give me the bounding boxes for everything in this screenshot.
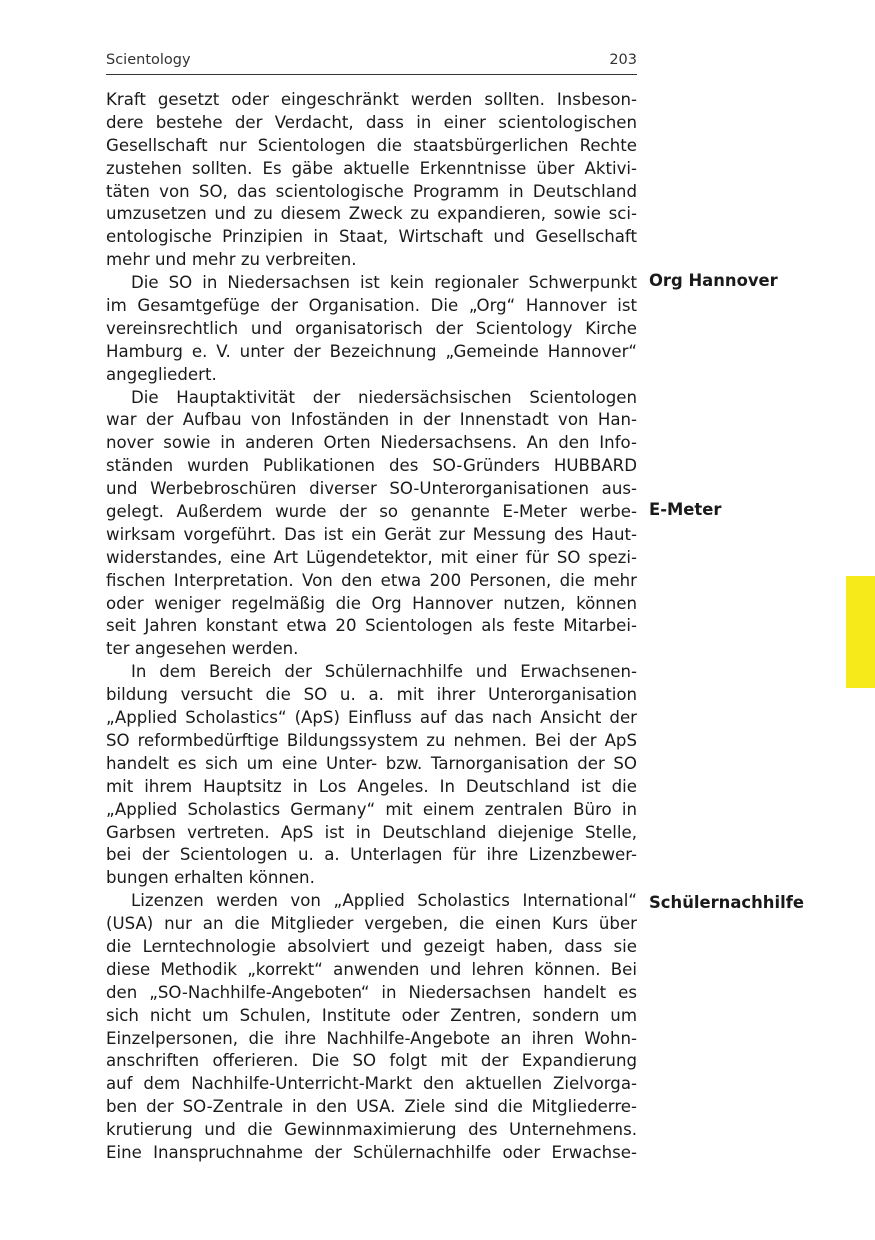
text-line: angegliedert. (106, 364, 217, 384)
text-line: und Werbebroschüren diverser SO-Unterorganisationen aus- (106, 479, 637, 499)
text-line: auf dem Nachhilfe-Unterricht-Markt den aktuellen Zielvorga- (106, 1074, 637, 1094)
text-line: diese Methodik „korrekt“ anwenden und lehren können. Bei (106, 959, 637, 979)
text-line: Garbsen vertreten. ApS ist in Deutschland diejenige Stelle, (106, 822, 637, 842)
text-line: „Applied Scholastics“ (ApS) Einfluss auf das nach Ansicht der (106, 708, 637, 728)
body-text (106, 89, 637, 1165)
margin-note-e-meter: E-Meter (649, 500, 722, 519)
text-line: mehr und mehr zu verbreiten. (106, 250, 357, 270)
text-line: vereinsrechtlich und organisatorisch der Scientology Kirche (106, 318, 637, 338)
margin-note-org-hannover: Org Hannover (649, 271, 778, 290)
text-line: entologische Prinzipien in Staat, Wirtschaft und Gesellschaft (106, 227, 637, 247)
text-line: dere bestehe der Verdacht, dass in einer scientologischen (106, 112, 637, 132)
text-line: zustehen sollten. Es gäbe aktuelle Erkenntnisse über Aktivi- (106, 158, 637, 178)
text-line: Die SO in Niedersachsen ist kein regionaler Schwerpunkt (131, 273, 637, 293)
text-line: wirksam vorgeführt. Das ist ein Gerät zur Messung des Haut- (106, 524, 637, 544)
text-line: bildung versucht die SO u. a. mit ihrer Unterorganisation (106, 685, 637, 705)
text-line: ter angesehen werden. (106, 639, 299, 659)
text-line: Kraft gesetzt oder eingeschränkt werden sollten. Insbeson- (106, 90, 637, 109)
text-line: oder weniger regelmäßig die Org Hannover nutzen, können (106, 593, 637, 613)
text-line: Hamburg e. V. unter der Bezeichnung „Gemeinde Hannover“ (106, 341, 637, 361)
text-line: Eine Inanspruchnahme der Schülernachhilfe oder Erwachse- (106, 1142, 637, 1162)
text-line: nover sowie in anderen Orten Niedersachsens. An den Info- (106, 433, 637, 453)
margin-note-schuelernachhilfe: Schülernachhilfe (649, 893, 804, 912)
text-line: Einzelpersonen, die ihre Nachhilfe-Angebote an ihren Wohn- (106, 1028, 637, 1048)
text-line: Lizenzen werden von „Applied Scholastics International“ (131, 891, 637, 911)
text-line: bei der Scientologen u. a. Unterlagen für ihre Lizenzbewer- (106, 845, 637, 865)
text-line: den „SO-Nachhilfe-Angeboten“ in Niedersachsen handelt es (106, 982, 637, 1002)
text-line: krutierung und die Gewinnmaximierung des Unternehmens. (106, 1120, 637, 1140)
page-number: 203 (609, 52, 637, 68)
text-line: handelt es sich um eine Unter- bzw. Tarnorganisation der SO (106, 753, 637, 773)
text-line: „Applied Scholastics Germany“ mit einem zentralen Büro in (106, 799, 637, 819)
text-line: Die Hauptaktivität der niedersächsischen Scientologen (131, 387, 637, 407)
text-line: täten von SO, das scientologische Programm in Deutschland (106, 181, 637, 201)
running-header (106, 50, 637, 75)
text-line: gelegt. Außerdem wurde der so genannte E-Meter werbe- (106, 502, 637, 522)
text-line: mit ihrem Hauptsitz in Los Angeles. In Deutschland ist die (106, 776, 637, 796)
text-line: widerstandes, eine Art Lügendetektor, mit einer für SO spezi- (106, 547, 637, 567)
text-line: SO reformbedürftige Bildungssystem zu nehmen. Bei der ApS (106, 730, 637, 750)
chapter-thumb-tab (846, 576, 875, 688)
text-line: bungen erhalten können. (106, 868, 315, 888)
text-line: umzusetzen und zu diesem Zweck zu expandieren, sowie sci- (106, 204, 637, 224)
text-line: In dem Bereich der Schülernachhilfe und Erwachsenen- (131, 662, 637, 682)
text-line: im Gesamtgefüge der Organisation. Die „Org“ Hannover ist (106, 296, 637, 316)
text-line: (USA) nur an die Mitglieder vergeben, die einen Kurs über (106, 914, 637, 934)
text-line: seit Jahren konstant etwa 20 Scientologen als feste Mitarbei- (106, 616, 637, 636)
text-line: fischen Interpretation. Von den etwa 200 Personen, die mehr (106, 570, 637, 590)
text-line: sich nicht um Schulen, Institute oder Zentren, sondern um (106, 1005, 637, 1025)
text-line: anschriften offerieren. Die SO folgt mit der Expandierung (106, 1051, 637, 1071)
text-line: Gesellschaft nur Scientologen die staatsbürgerlichen Rechte (106, 135, 637, 155)
header-title: Scientology (106, 52, 191, 68)
text-line: war der Aufbau von Infoständen in der Innenstadt von Han- (106, 410, 637, 430)
text-line: die Lerntechnologie absolviert und gezeigt haben, dass sie (106, 936, 637, 956)
text-line: ständen wurden Publikationen des SO-Gründers HUBBARD (106, 456, 637, 476)
text-line: ben der SO-Zentrale in den USA. Ziele sind die Mitgliederre- (106, 1097, 637, 1117)
